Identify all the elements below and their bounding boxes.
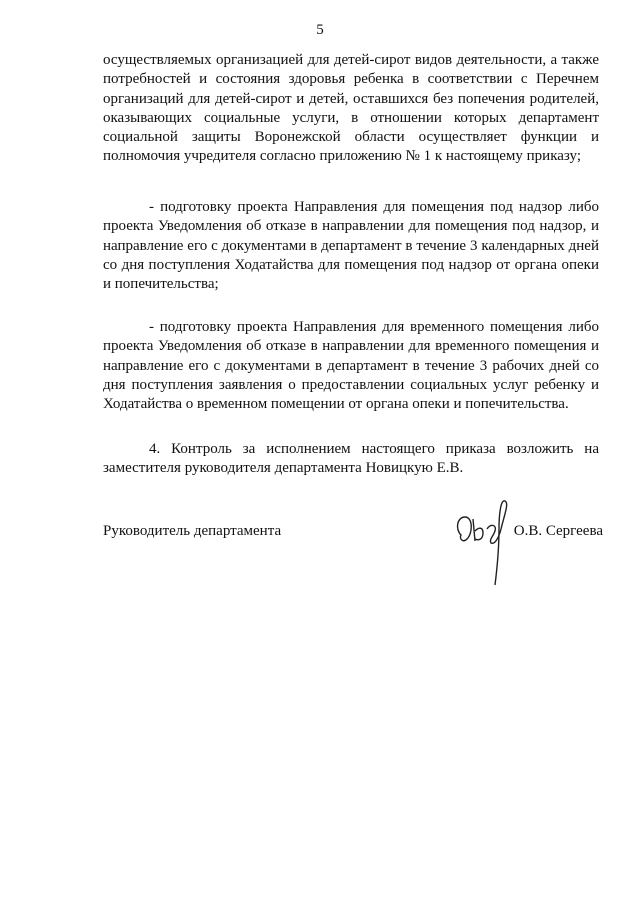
handwritten-signature <box>453 499 513 589</box>
page-number: 5 <box>316 22 324 38</box>
paragraph-control: 4. Контроль за исполнением настоящего приказа возложить на заместителя руководителя департамента Новицкую Е.В. <box>103 441 599 477</box>
signature-block <box>103 523 603 593</box>
paragraph-temporary-placement: - подготовку проекта Направления для временного помещения либо проекта Уведомления об отказе в направлении для временного помещения и направление его с документами в департамент в течение 3 рабочих дней со дня поступления заявления о предоставлении социальных услуг ребенку и Ходатайства о временном помещении от органа опеки и попечительства. <box>103 319 599 413</box>
signer-name: О.В. Сергеева <box>513 523 603 539</box>
paragraph-continuation: осуществляемых организацией для детей-сирот видов деятельности, а также потребностей и состояния здоровья ребенка в соответствии с Перечнем организаций для детей-сирот и детей, оставшихся без попечения родителей, оказывающих социальные услуги, в отношении которых департамент социальной защиты Воронежской области осуществляет функции и полномочия учредителя согласно приложению № 1 к настоящему приказу; <box>103 52 599 165</box>
paragraph-supervision-placement: - подготовку проекта Направления для помещения под надзор либо проекта Уведомления об отказе в направлении для помещения под надзор, и направление его с документами в департамент в течение 3 календарных дней со дня поступления Ходатайства для помещения под надзор от органа опеки и попечительства; <box>103 199 599 293</box>
signer-title: Руководитель департамента <box>103 523 282 539</box>
